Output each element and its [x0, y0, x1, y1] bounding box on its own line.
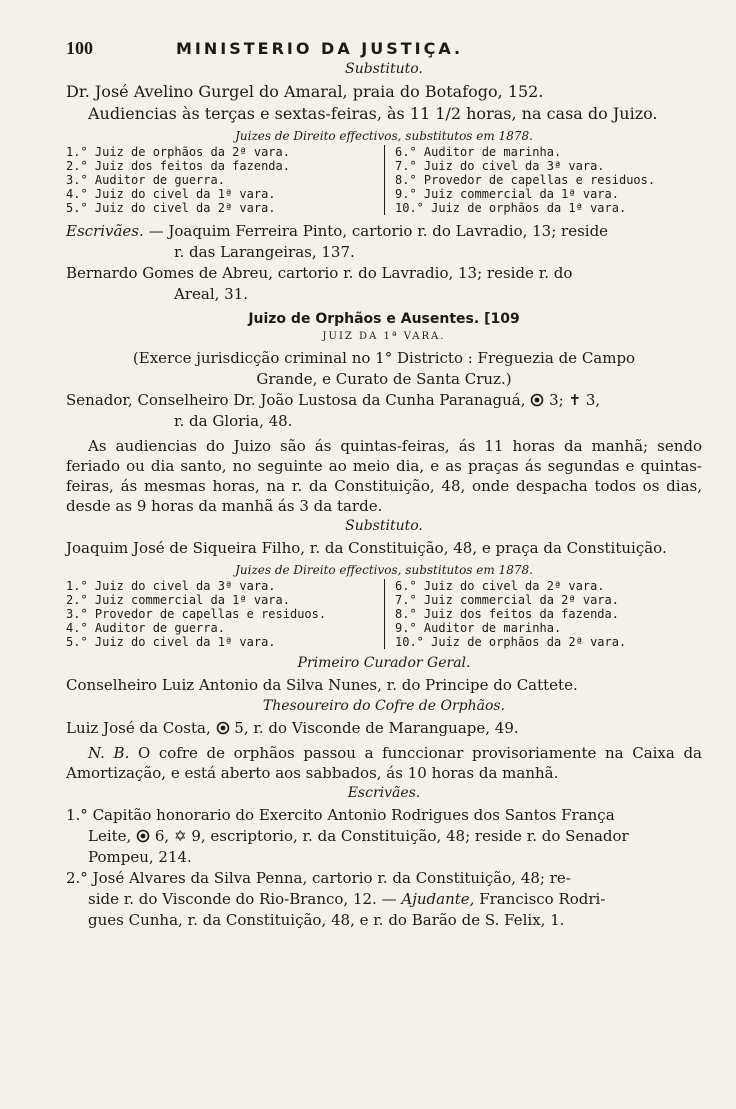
order-rose-icon: [216, 721, 230, 735]
escrivao-item-1-end: Pompeu, 214.: [88, 848, 192, 866]
escrivao-item-2-cont: side r. do Visconde do Rio-Branco, 12. — Ajudante, Francisco Rodri-: [88, 890, 606, 908]
escrivao-item-1-cont: Leite, 6, ✡ 9, escriptorio, r. da Constituição, 48; reside r. do Senador: [88, 827, 629, 845]
substituto-line-2: Joaquim José de Siqueira Filho, r. da Constituição, 48, e praça da Constituição.: [66, 539, 667, 557]
curador-line: Conselheiro Luiz Antonio da Silva Nunes, r. do Principe do Cattete.: [66, 676, 578, 694]
judges-list-2: [66, 579, 702, 649]
judge-item: 4.° Juiz do civel da 1ª vara.: [66, 187, 276, 201]
escrivaes-entry-2: Bernardo Gomes de Abreu, cartorio r. do Lavradio, 13; reside r. do: [66, 264, 573, 282]
nb-label: N. B.: [88, 744, 130, 762]
judges-heading: Juizes de Direito effectivos, substitutos em 1878.: [235, 129, 533, 143]
judge-item: 3.° Auditor de guerra.: [66, 173, 225, 187]
nb-paragraph: N. B. O cofre de orphãos passou a funccionar provisoriamente na Caixa da Amortização, e está aberto aos sabbados, ás 10 horas da manhã.: [66, 744, 702, 782]
judges-heading-2: Juizes de Direito effectivos, substitutos em 1878.: [235, 563, 533, 577]
curador-heading: Primeiro Curador Geral.: [297, 655, 471, 671]
page-title: MINISTERIO DA JUSTIÇA.: [176, 39, 464, 58]
cross-icon: ✝: [568, 391, 582, 409]
judge-item: 2.° Juiz dos feitos da fazenda.: [66, 159, 290, 173]
judge-item: 10.° Juiz de orphãos da 1ª vara.: [395, 201, 627, 215]
section-heading-orphaos: Juizo de Orphãos e Ausentes. [109: [248, 311, 520, 327]
substituto-line: Dr. José Avelino Gurgel do Amaral, praia do Botafogo, 152.: [66, 82, 544, 101]
judge-item: 6.° Juiz do civel da 2ª vara.: [395, 579, 605, 593]
judge-item: 5.° Juiz do civel da 2ª vara.: [66, 201, 276, 215]
substituto-heading: Substituto.: [345, 61, 423, 77]
judge-item: 1.° Juiz de orphãos da 2ª vara.: [66, 145, 290, 159]
escrivao-item-2: 2.° José Alvares da Silva Penna, cartorio r. da Constituição, 48; re-: [66, 869, 571, 887]
judge-item: 2.° Juiz commercial da 1ª vara.: [66, 593, 290, 607]
audiencias-paragraph: As audiencias do Juizo são ás quintas-feiras, ás 11 horas da manhã; sendo feriado ou dia santo, no seguinte ao meio dia, e as praças ás segundas e quintas-feiras, ás mesmas horas, na r. da Constituição, 48, onde despacha todos os dias, desde as 9 horas da manhã ás 3 da tarde.: [66, 437, 702, 515]
senador-address: r. da Gloria, 48.: [174, 412, 293, 430]
escrivaes-heading-2: Escrivães.: [347, 785, 421, 801]
page-header: [66, 38, 702, 59]
escrivao-item-2-end: gues Cunha, r. da Constituição, 48, e r. do Barão de S. Felix, 1.: [88, 911, 565, 929]
judge-item: 7.° Juiz commercial da 2ª vara.: [395, 593, 619, 607]
escrivao-item-1: 1.° Capitão honorario do Exercito Antonio Rodrigues dos Santos França: [66, 806, 615, 824]
page-number: 100: [66, 38, 93, 58]
order-rose-icon: [530, 393, 544, 407]
escrivaes-label: Escrivães.: [66, 222, 144, 240]
judge-item: 5.° Juiz do civel da 1ª vara.: [66, 635, 276, 649]
audiencias-line: Audiencias às terças e sextas-feiras, às 11 1/2 horas, na casa do Juizo.: [88, 104, 658, 123]
judge-item: 3.° Provedor de capellas e residuos.: [66, 607, 327, 621]
judge-item: 8.° Juiz dos feitos da fazenda.: [395, 607, 619, 621]
judge-item: 4.° Auditor de guerra.: [66, 621, 225, 635]
judge-item: 8.° Provedor de capellas e residuos.: [395, 173, 656, 187]
tesoureiro-line: Luiz José da Costa, 5, r. do Visconde de Maranguape, 49.: [66, 719, 519, 737]
jurisdiction-line: (Exerce jurisdicção criminal no 1° Districto : Freguezia de Campo: [132, 349, 636, 367]
tesoureiro-heading: Thesoureiro do Cofre de Orphãos.: [262, 698, 506, 714]
senador-line: Senador, Conselheiro Dr. João Lustosa da Cunha Paranaguá, 3; ✝ 3,: [66, 391, 601, 409]
judge-item: 6.° Auditor de marinha.: [395, 145, 562, 159]
judge-item: 7.° Juiz do civel da 3ª vara.: [395, 159, 605, 173]
judge-item: 9.° Juiz commercial da 1ª vara.: [395, 187, 619, 201]
vara-heading: JUIZ DA 1ª VARA.: [322, 331, 446, 342]
star-icon: ✡: [173, 827, 187, 845]
judge-item: 1.° Juiz do civel da 3ª vara.: [66, 579, 276, 593]
escrivaes-entry-1-cont: r. das Larangeiras, 137.: [174, 243, 355, 261]
judge-item: 9.° Auditor de marinha.: [395, 621, 562, 635]
jurisdiction-line-2: Grande, e Curato de Santa Cruz.): [256, 370, 512, 388]
judge-item: 10.° Juiz de orphãos da 2ª vara.: [395, 635, 627, 649]
order-rose-icon: [136, 829, 150, 843]
document-page: [66, 38, 702, 931]
judges-list: [66, 145, 702, 215]
escrivaes-entry-2-cont: Areal, 31.: [174, 285, 249, 303]
substituto-heading-2: Substituto.: [345, 518, 423, 534]
escrivaes-entry-1: Escrivães. — Joaquim Ferreira Pinto, cartorio r. do Lavradio, 13; reside: [66, 222, 609, 240]
